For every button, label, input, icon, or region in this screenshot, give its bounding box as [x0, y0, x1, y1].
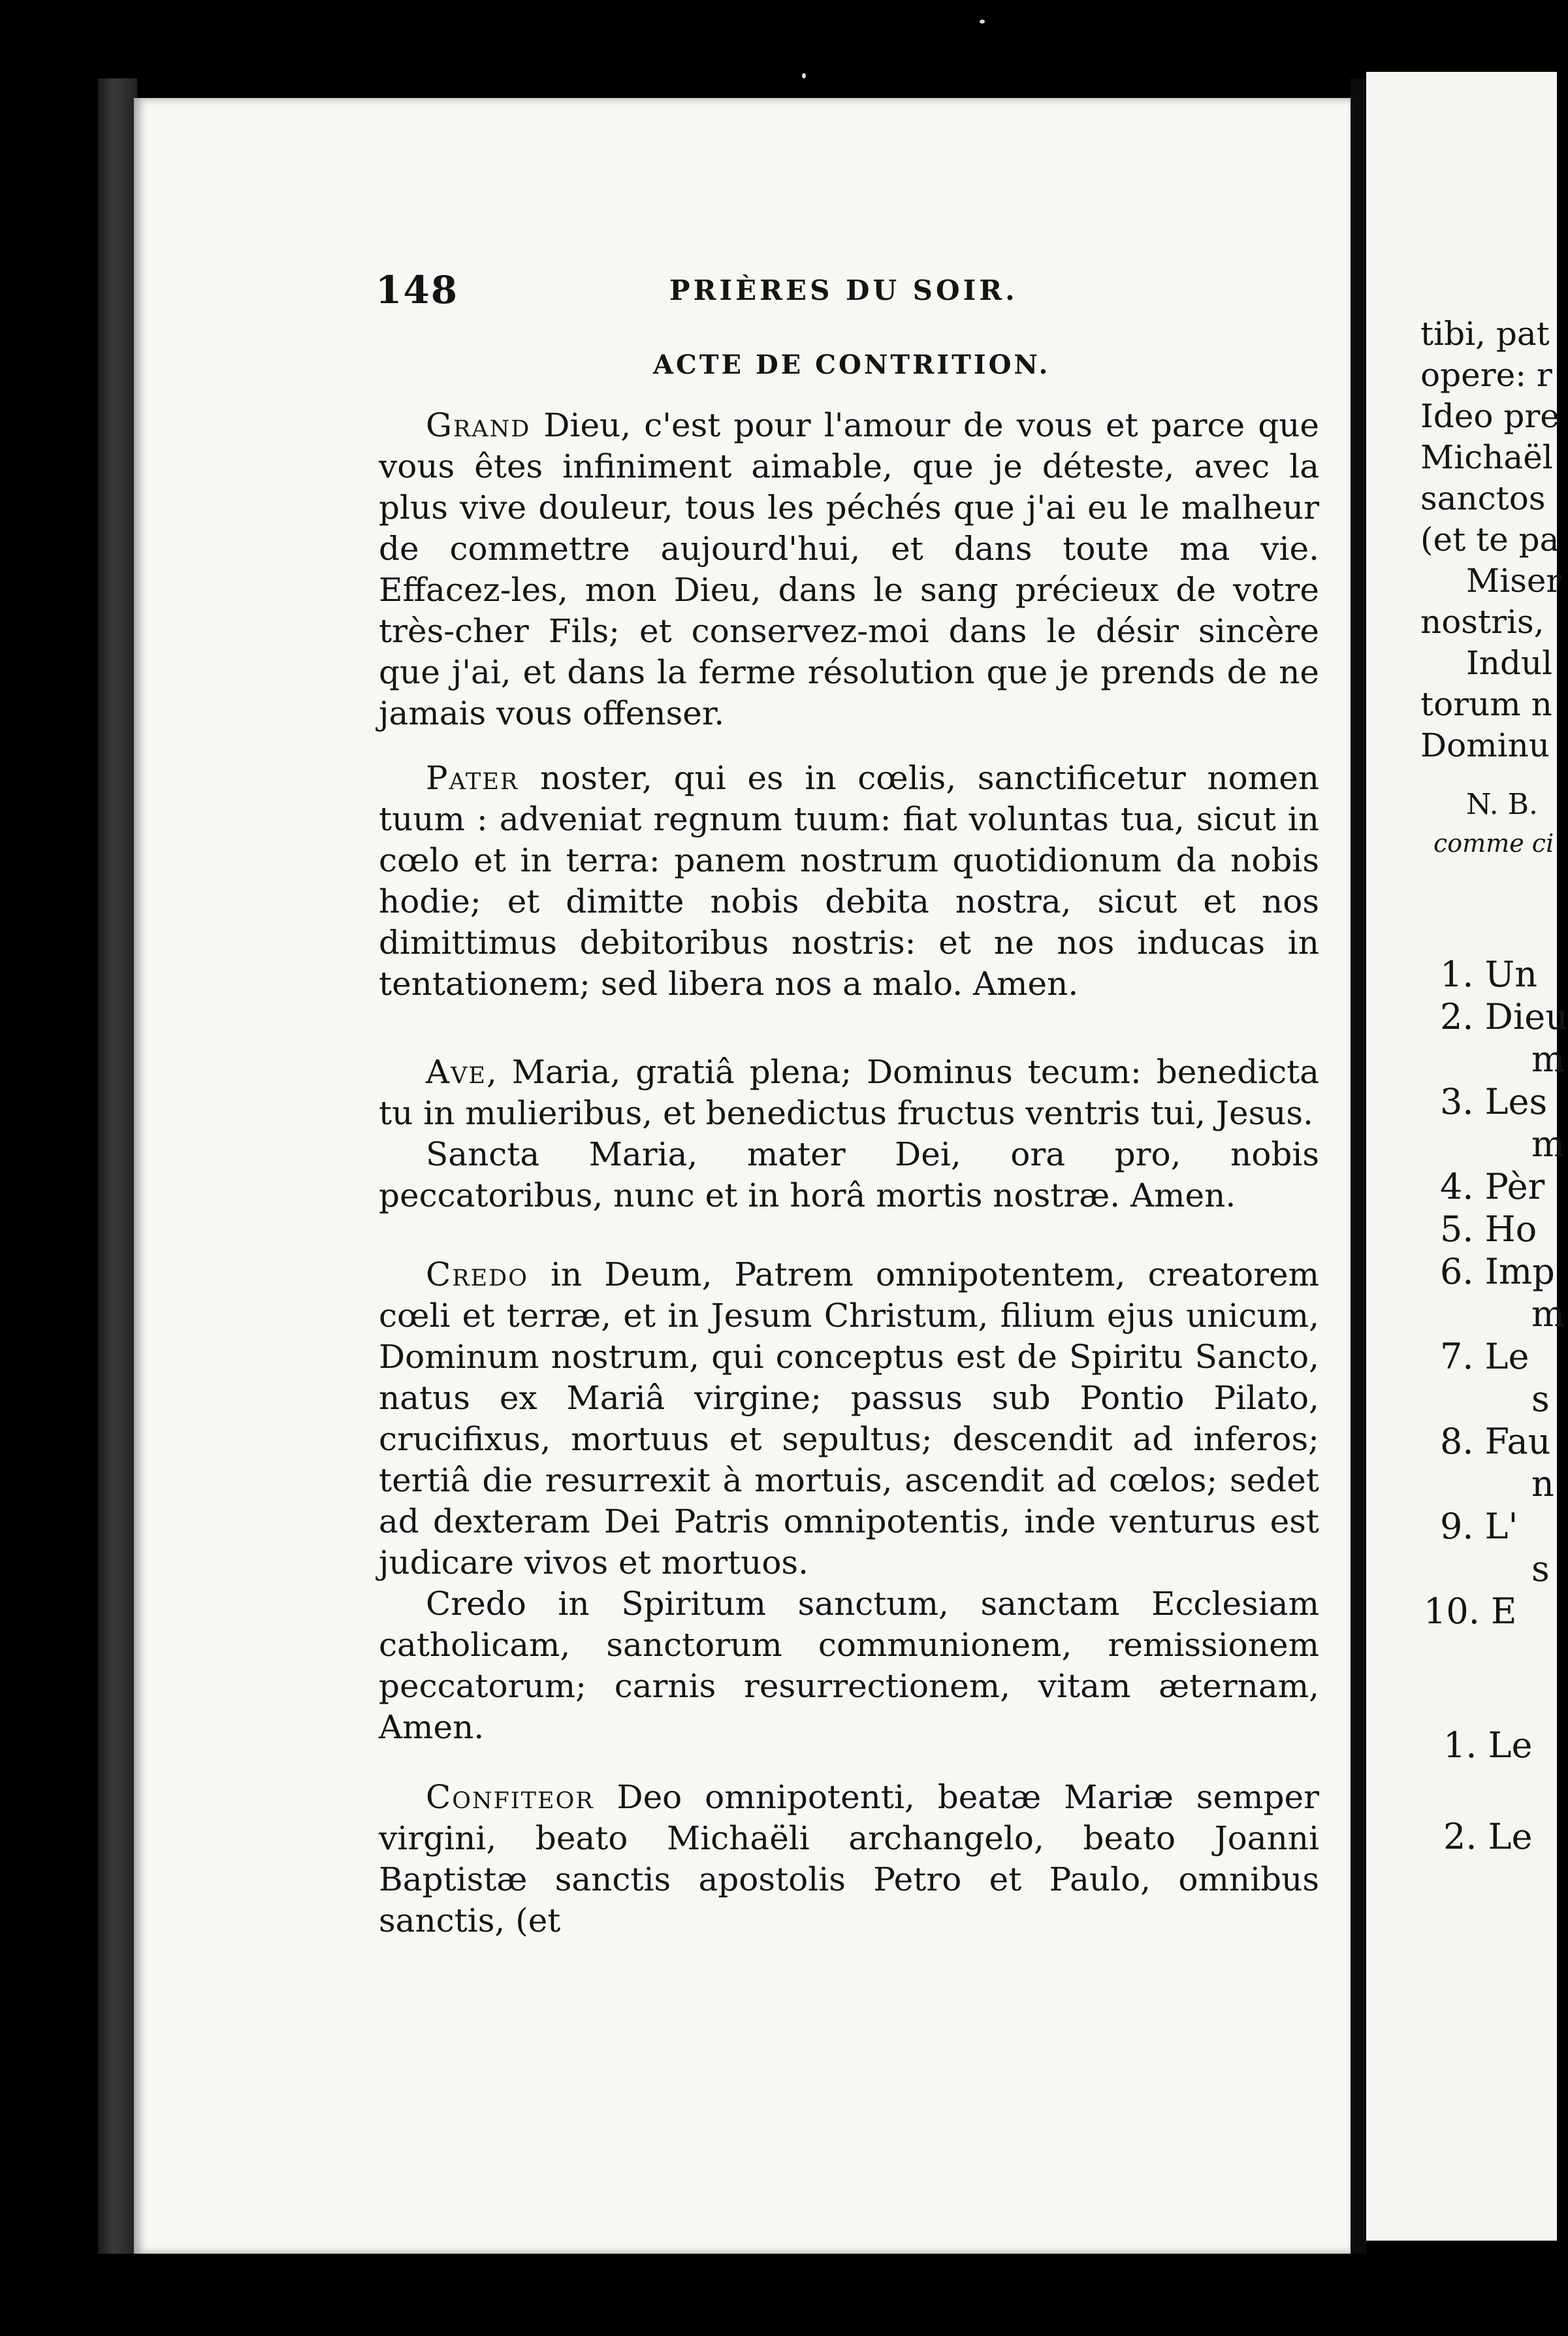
right-numbered-item: 7. Le — [1440, 1336, 1529, 1377]
right-numbered-item: 10. E — [1424, 1591, 1517, 1632]
paragraph-text: , Maria, gratiâ plena; Dominus tecum: benedicta tu in mulieribus, et benedictus fructus ventris tui, Jesus. — [379, 1053, 1319, 1132]
paragraph-text: Dieu, c'est pour l'amour de vous et parce que vous êtes infiniment aimable, que je déteste, avec la plus vive douleur, tous les péchés que j'ai eu le malheur de commettre aujourd'hui, et dans toute ma vie. Effacez-les, mon Dieu, dans le sang précieux de votre très-cher Fils; et conservez-moi dans le désir sincère que j'ai, et dans la ferme résolution que je prends de ne jamais vous offenser. — [379, 406, 1319, 732]
page-gutter — [1351, 78, 1366, 2254]
right-numbered-item: m — [1531, 1124, 1565, 1165]
lead-word: Grand — [426, 406, 531, 444]
right-numbered-item: s — [1531, 1548, 1550, 1589]
lead-word: Confiteor — [426, 1778, 594, 1816]
paragraph-acte-de-contrition — [379, 405, 1319, 734]
paragraph-text-second: Credo in Spiritum sanctum, sanctam Ecclesiam catholicam, sanctorum communionem, remissionem peccatorum; carnis resurrectionem, vitam æternam, Amen. — [379, 1585, 1319, 1746]
right-numbered-item: 1. Un — [1440, 954, 1537, 995]
paragraph-credo — [379, 1254, 1319, 1748]
page-number: 148 — [376, 268, 459, 312]
paragraph-text: Deo omnipotenti, beatæ Mariæ semper virgini, beato Michaëli archangelo, beato Joanni Baptistæ sanctis apostolis Petro et Paulo, omnibus sanctis, (et — [379, 1778, 1319, 1939]
paragraph-ave — [379, 1052, 1319, 1216]
paragraph-confiteor — [379, 1777, 1319, 1941]
running-head: PRIÈRES DU SOIR. — [669, 274, 1018, 306]
paragraph-pater — [379, 758, 1319, 1005]
scan-speck — [802, 73, 806, 78]
right-numbered-item: 3. Les — [1440, 1081, 1548, 1122]
paragraph-text: noster, qui es in cœlis, sanctificetur nomen tuum : adveniat regnum tuum: fiat voluntas tua, sicut in cœlo et in terra: panem nostrum quotidionum da nobis hodie; et dimitte nobis debita nostra, sicut et nos dimittimus debitoribus nostris: et ne nos inducas in tentationem; sed libera nos a malo. Amen. — [379, 759, 1319, 1003]
right-line: Miser — [1466, 562, 1562, 600]
right-line: Dominu — [1420, 726, 1550, 764]
right-numbered-item: 4. Pèr — [1440, 1166, 1545, 1207]
right-line: opere: r — [1420, 356, 1552, 394]
right-numbered-item: 2. Dieu — [1440, 996, 1568, 1037]
right-numbered-item: 6. Imp — [1440, 1251, 1555, 1292]
right-line: tibi, pat — [1420, 315, 1550, 353]
right-line: (et te pa — [1420, 521, 1560, 559]
paragraph-text: in Deum, Patrem omnipotentem, creatorem cœli et terræ, et in Jesum Christum, filium ejus unicum, Dominum nostrum, qui conceptus est de Spiritu Sancto, natus ex Mariâ virgine; passus sub Pontio Pilato, crucifixus, mortuus et sepultus; descendit ad inferos; tertiâ die resurrexit à mortuis, ascendit ad cœlos; sedet ad dexteram Dei Patris omnipotentis, inde venturus est judicare vivos et mortuos. — [379, 1256, 1319, 1582]
right-numbered-item: m — [1531, 1039, 1565, 1080]
lead-word: Ave — [426, 1053, 487, 1091]
right-line: nostris, — [1420, 603, 1544, 641]
right-numbered-item: 8. Fau — [1440, 1421, 1551, 1462]
right-note-italic: comme ci — [1433, 829, 1554, 858]
right-numbered-item: n — [1531, 1463, 1554, 1504]
scan-speck — [980, 20, 985, 24]
right-numbered-item: 5. Ho — [1440, 1209, 1537, 1250]
paragraph-text-second: Sancta Maria, mater Dei, ora pro, nobis peccatoribus, nunc et in horâ mortis nostræ. Amen. — [379, 1135, 1319, 1214]
right-numbered-item-2: 1. Le — [1443, 1725, 1533, 1766]
right-numbered-item: 9. L' — [1440, 1506, 1518, 1547]
right-line: Michaël — [1420, 438, 1553, 476]
right-line: Indul — [1466, 644, 1553, 682]
book-spine-edge — [98, 78, 137, 2254]
right-note: N. B. — [1466, 788, 1538, 821]
right-line: Ideo pre — [1420, 397, 1560, 435]
page-header — [376, 268, 1322, 320]
right-line: torum n — [1420, 685, 1552, 723]
right-numbered-item: m — [1531, 1293, 1565, 1335]
lead-word: Credo — [426, 1256, 528, 1293]
section-title: ACTE DE CONTRITION. — [653, 349, 1051, 380]
right-line: sanctos — [1420, 479, 1546, 517]
right-numbered-item: s — [1531, 1378, 1550, 1419]
lead-word: Pater — [426, 759, 519, 797]
right-numbered-item-2: 2. Le — [1443, 1816, 1533, 1857]
